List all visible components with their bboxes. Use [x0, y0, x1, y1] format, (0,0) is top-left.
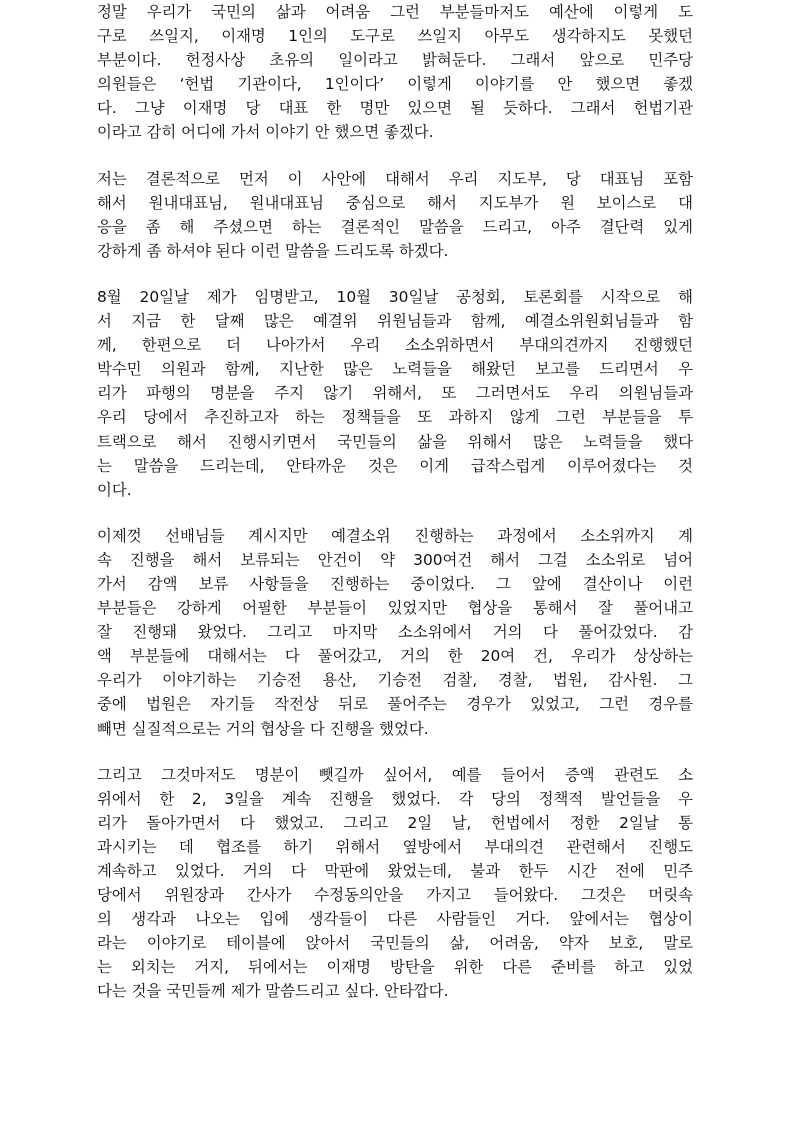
text-line: 의 생각과 나오는 입에 생각들이 다른 사람들인 거다. 앞에서는 협상이	[97, 910, 693, 929]
paragraph-1	[97, 0, 693, 145]
text-line: 저는 결론적으로 먼저 이 사안에 대해서 우리 지도부, 당 대표님 포함	[97, 169, 693, 188]
text-line: 응을 좀 해 주셨으면 하는 결론적인 말씀을 드리고, 아주 결단력 있게	[97, 217, 693, 236]
text-line: 박수민 의원과 함께, 지난한 많은 노력들을 해왔던 보고를 드리면서 우	[97, 360, 693, 379]
text-line: 이라고 감히 어디에 가서 이야기 안 했으면 좋겠다.	[97, 123, 434, 142]
text-line: 잘 진행돼 왔었다. 그리고 마지막 소소위에서 거의 다 풀어갔었다. 감	[97, 623, 693, 642]
text-line: 속 진행을 해서 보류되는 안건이 약 300여건 해서 그걸 소소위로 넘어	[97, 550, 693, 569]
text-line: 정말 우리가 국민의 삶과 어려움 그런 부분들마저도 예산에 이렇게 도	[97, 3, 693, 21]
text-line: 부분들은 강하게 어필한 부분들이 있었지만 협상을 통해서 잘 풀어내고	[97, 599, 693, 618]
text-line: 과시키는 데 협조를 하기 위해서 옆방에서 부대의견 관련해서 진행도	[97, 837, 693, 856]
paragraph-5	[97, 763, 693, 1004]
text-line: 액 부분들에 대해서는 다 풀어갔고, 거의 한 20여 건, 우리가 상상하는	[97, 647, 693, 666]
document-page	[97, 0, 693, 1026]
text-line: 가서 감액 보류 사항들을 진행하는 중이었다. 그 앞에 결산이나 이런	[97, 574, 693, 593]
text-line: 라는 이야기로 테이블에 앉아서 국민들의 삶, 어려움, 약자 보호, 말로	[97, 934, 693, 953]
paragraph-2	[97, 167, 693, 263]
text-line: 중에 법원은 자기들 작전상 뒤로 풀어주는 경우가 있었고, 그런 경우를	[97, 695, 693, 714]
text-line: 강하게 좀 하셔야 된다 이런 말씀을 드리도록 하겠다.	[97, 241, 449, 260]
text-line: 우리가 이야기하는 기승전 용산, 기승전 검찰, 경찰, 법원, 감사원. 그	[97, 671, 693, 690]
text-line: 부분이다. 헌정사상 초유의 일이라고 밝혀둔다. 그래서 앞으로 민주당	[97, 51, 693, 70]
text-line: 빼면 실질적으로는 거의 협상을 다 진행을 했었다.	[97, 719, 429, 738]
text-line: 의원들은 ‘헌법 기관이다, 1인이다’ 이렇게 이야기를 안 했으면 좋겠	[97, 75, 693, 94]
text-line: 그리고 그것마저도 명분이 뺏길까 싶어서, 예를 들어서 증액 관련도 소	[97, 765, 693, 784]
text-line: 해서 원내대표님, 원내대표님 중심으로 해서 지도부가 원 보이스로 대	[97, 193, 693, 212]
text-line: 리가 파행의 명분을 주지 않기 위해서, 또 그러면서도 우리 의원님들과	[97, 384, 693, 403]
text-line: 께, 한편으로 더 나아가서 우리 소소위하면서 부대의견까지 진행했던	[97, 336, 693, 355]
text-line: 리가 돌아가면서 다 했었고. 그리고 2일 날, 헌법에서 정한 2일날 통	[97, 813, 693, 832]
text-line: 트랙으로 해서 진행시키면서 국민들의 삶을 위해서 많은 노력들을 했다	[97, 432, 693, 451]
text-line: 이제껏 선배님들 계시지만 예결소위 진행하는 과정에서 소소위까지 계	[97, 526, 693, 545]
text-line: 구로 쓰일지, 이재명 1인의 도구로 쓰일지 아무도 생각하지도 못했던	[97, 27, 693, 46]
text-line: 우리 당에서 추진하고자 하는 정책들을 또 과하지 않게 그런 부분들을 투	[97, 408, 693, 427]
text-line: 계속하고 있었다. 거의 다 막판에 왔었는데, 불과 한두 시간 전에 민주	[97, 862, 693, 880]
text-line: 다. 그냥 이재명 당 대표 한 명만 있으면 될 듯하다. 그래서 헌법기관	[97, 99, 693, 118]
text-line: 는 외치는 거지, 뒤에서는 이재명 방탄을 위한 다른 준비를 하고 있었	[97, 958, 693, 977]
text-line: 8월 20일날 제가 임명받고, 10월 30일날 공청회, 토론회를 시작으로 해	[97, 287, 693, 306]
text-line: 이다.	[97, 480, 132, 499]
paragraph-4	[97, 524, 693, 741]
paragraph-3	[97, 285, 693, 502]
text-line: 위에서 한 2, 3일을 계속 진행을 했었다. 각 당의 정책적 발언들을 우	[97, 789, 693, 808]
text-line: 서 지금 한 달째 많은 예결위 위원님들과 함께, 예결소위원회님들과 함	[97, 312, 693, 331]
text-line: 다는 것을 국민들께 제가 말씀드리고 싶다. 안타깝다.	[97, 982, 449, 1001]
text-line: 는 말씀을 드리는데, 안타까운 것은 이게 급작스럽게 이루어졌다는 것	[97, 456, 693, 475]
text-line: 당에서 위원장과 간사가 수정동의안을 가지고 들어왔다. 그것은 머릿속	[97, 886, 693, 905]
